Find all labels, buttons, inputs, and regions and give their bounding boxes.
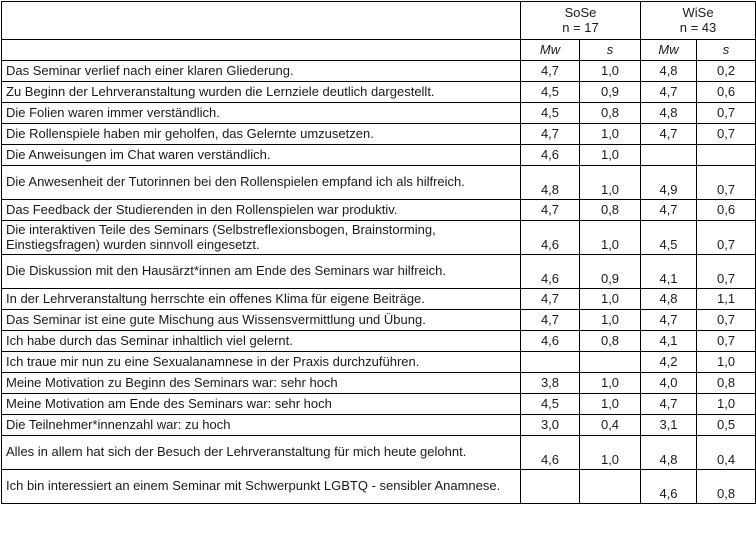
mean-wise-cell: 4,8 xyxy=(641,436,697,470)
item-text-cell: Die Folien waren immer verständlich. xyxy=(2,103,521,124)
sd-sose-cell: 1,0 xyxy=(580,289,641,310)
sd-wise-cell: 0,8 xyxy=(697,470,756,504)
mean-wise-cell: 4,7 xyxy=(641,200,697,221)
mean-wise-cell: 4,2 xyxy=(641,352,697,373)
item-text-cell: Das Feedback der Studierenden in den Rollenspielen war produktiv. xyxy=(2,200,521,221)
table-row xyxy=(2,82,756,103)
sd-wise-cell: 0,7 xyxy=(697,310,756,331)
mean-sose-cell: 4,6 xyxy=(521,331,580,352)
sd-sose-cell: 0,8 xyxy=(580,200,641,221)
sd-sose-cell: 0,8 xyxy=(580,331,641,352)
mean-sose-cell: 4,7 xyxy=(521,61,580,82)
item-text-cell: Das Seminar ist eine gute Mischung aus Wissensvermittlung und Übung. xyxy=(2,310,521,331)
table-row xyxy=(2,394,756,415)
item-text-cell: Die Diskussion mit den Hausärzt*innen am Ende des Seminars war hilfreich. xyxy=(2,255,521,289)
mean-wise-cell xyxy=(641,145,697,166)
item-text-cell: Die interaktiven Teile des Seminars (Selbstreflexionsbogen, Brainstorming, Einstiegsfragen) wurden sinnvoll eingesetzt. xyxy=(2,221,521,255)
item-text-cell: Das Seminar verlief nach einer klaren Gliederung. xyxy=(2,61,521,82)
sd-wise-cell: 0,7 xyxy=(697,124,756,145)
table-row xyxy=(2,255,756,289)
sd-sose-cell: 0,9 xyxy=(580,255,641,289)
sd-sose-cell: 0,4 xyxy=(580,415,641,436)
sd-wise-cell: 1,1 xyxy=(697,289,756,310)
mean-sose-cell: 4,7 xyxy=(521,200,580,221)
table-row xyxy=(2,200,756,221)
item-text-cell: Die Rollenspiele haben mir geholfen, das Gelernte umzusetzen. xyxy=(2,124,521,145)
item-text-cell: In der Lehrveranstaltung herrschte ein offenes Klima für eigene Beiträge. xyxy=(2,289,521,310)
sd-wise-cell: 0,5 xyxy=(697,415,756,436)
mean-wise-cell: 3,1 xyxy=(641,415,697,436)
item-text-cell: Meine Motivation zu Beginn des Seminars war: sehr hoch xyxy=(2,373,521,394)
mean-wise-cell: 4,6 xyxy=(641,470,697,504)
mean-sose-cell: 4,7 xyxy=(521,289,580,310)
mean-wise-cell: 4,7 xyxy=(641,82,697,103)
mean-sose-cell: 4,7 xyxy=(521,124,580,145)
sd-header-wise: s xyxy=(697,40,756,61)
header-empty-cell xyxy=(2,40,521,61)
sd-sose-cell xyxy=(580,352,641,373)
group-sample-size: n = 17 xyxy=(562,19,599,35)
table-row xyxy=(2,415,756,436)
mean-sose-cell: 3,8 xyxy=(521,373,580,394)
mean-wise-cell: 4,8 xyxy=(641,289,697,310)
group-name: SoSe xyxy=(564,5,597,20)
table-row xyxy=(2,331,756,352)
table-row xyxy=(2,310,756,331)
sd-header-sose: s xyxy=(580,40,641,61)
mean-header-wise: Mw xyxy=(641,40,697,61)
mean-wise-cell: 4,7 xyxy=(641,310,697,331)
sd-sose-cell: 1,0 xyxy=(580,145,641,166)
sd-sose-cell: 1,0 xyxy=(580,124,641,145)
mean-sose-cell: 4,6 xyxy=(521,255,580,289)
item-text-cell: Alles in allem hat sich der Besuch der Lehrveranstaltung für mich heute gelohnt. xyxy=(2,436,521,470)
mean-wise-cell: 4,7 xyxy=(641,124,697,145)
header-row-groups xyxy=(2,2,756,40)
sd-wise-cell: 0,7 xyxy=(697,166,756,200)
mean-wise-cell: 4,5 xyxy=(641,221,697,255)
item-text-cell: Zu Beginn der Lehrveranstaltung wurden die Lernziele deutlich dargestellt. xyxy=(2,82,521,103)
group-name: WiSe xyxy=(682,5,714,20)
sd-sose-cell: 1,0 xyxy=(580,310,641,331)
sd-wise-cell: 0,4 xyxy=(697,436,756,470)
mean-header-sose: Mw xyxy=(521,40,580,61)
item-text-cell: Ich traue mir nun zu eine Sexualanamnese in der Praxis durchzuführen. xyxy=(2,352,521,373)
sd-wise-cell xyxy=(697,145,756,166)
sd-sose-cell: 1,0 xyxy=(580,166,641,200)
sd-wise-cell: 0,7 xyxy=(697,221,756,255)
table-row xyxy=(2,470,756,504)
table-row xyxy=(2,352,756,373)
mean-sose-cell: 4,5 xyxy=(521,103,580,124)
table-row xyxy=(2,373,756,394)
mean-sose-cell xyxy=(521,352,580,373)
item-text-cell: Ich bin interessiert an einem Seminar mit Schwerpunkt LGBTQ - sensibler Anamnese. xyxy=(2,470,521,504)
sd-sose-cell: 0,8 xyxy=(580,103,641,124)
mean-sose-cell: 4,6 xyxy=(521,436,580,470)
evaluation-table xyxy=(1,1,756,504)
mean-wise-cell: 4,8 xyxy=(641,61,697,82)
mean-sose-cell: 4,6 xyxy=(521,145,580,166)
sd-wise-cell: 1,0 xyxy=(697,394,756,415)
mean-sose-cell: 3,0 xyxy=(521,415,580,436)
mean-sose-cell: 4,6 xyxy=(521,221,580,255)
mean-wise-cell: 4,1 xyxy=(641,331,697,352)
sd-wise-cell: 0,6 xyxy=(697,82,756,103)
table-row xyxy=(2,436,756,470)
sd-wise-cell: 0,2 xyxy=(697,61,756,82)
header-row-stats xyxy=(2,40,756,61)
table-row xyxy=(2,61,756,82)
table-row xyxy=(2,221,756,255)
sd-wise-cell: 0,8 xyxy=(697,373,756,394)
sd-sose-cell: 1,0 xyxy=(580,394,641,415)
sd-sose-cell: 0,9 xyxy=(580,82,641,103)
sd-sose-cell xyxy=(580,470,641,504)
mean-sose-cell: 4,5 xyxy=(521,82,580,103)
table-row xyxy=(2,166,756,200)
mean-wise-cell: 4,9 xyxy=(641,166,697,200)
item-text-cell: Ich habe durch das Seminar inhaltlich viel gelernt. xyxy=(2,331,521,352)
group-header-wise xyxy=(641,2,756,40)
mean-sose-cell: 4,8 xyxy=(521,166,580,200)
item-text-cell: Die Anwesenheit der Tutorinnen bei den Rollenspielen empfand ich als hilfreich. xyxy=(2,166,521,200)
mean-sose-cell: 4,5 xyxy=(521,394,580,415)
table-row xyxy=(2,124,756,145)
mean-sose-cell xyxy=(521,470,580,504)
header-empty-cell xyxy=(2,2,521,40)
item-text-cell: Meine Motivation am Ende des Seminars war: sehr hoch xyxy=(2,394,521,415)
group-sample-size: n = 43 xyxy=(679,19,717,35)
mean-sose-cell: 4,7 xyxy=(521,310,580,331)
sd-wise-cell: 0,7 xyxy=(697,103,756,124)
mean-wise-cell: 4,8 xyxy=(641,103,697,124)
sd-wise-cell: 1,0 xyxy=(697,352,756,373)
group-header-sose xyxy=(521,2,641,40)
mean-wise-cell: 4,7 xyxy=(641,394,697,415)
item-text-cell: Die Teilnehmer*innenzahl war: zu hoch xyxy=(2,415,521,436)
table-row xyxy=(2,145,756,166)
sd-wise-cell: 0,7 xyxy=(697,331,756,352)
sd-sose-cell: 1,0 xyxy=(580,373,641,394)
table-row xyxy=(2,289,756,310)
mean-wise-cell: 4,1 xyxy=(641,255,697,289)
sd-wise-cell: 0,7 xyxy=(697,255,756,289)
sd-sose-cell: 1,0 xyxy=(580,221,641,255)
sd-sose-cell: 1,0 xyxy=(580,61,641,82)
sd-sose-cell: 1,0 xyxy=(580,436,641,470)
sd-wise-cell: 0,6 xyxy=(697,200,756,221)
item-text-cell: Die Anweisungen im Chat waren verständlich. xyxy=(2,145,521,166)
mean-wise-cell: 4,0 xyxy=(641,373,697,394)
table-row xyxy=(2,103,756,124)
